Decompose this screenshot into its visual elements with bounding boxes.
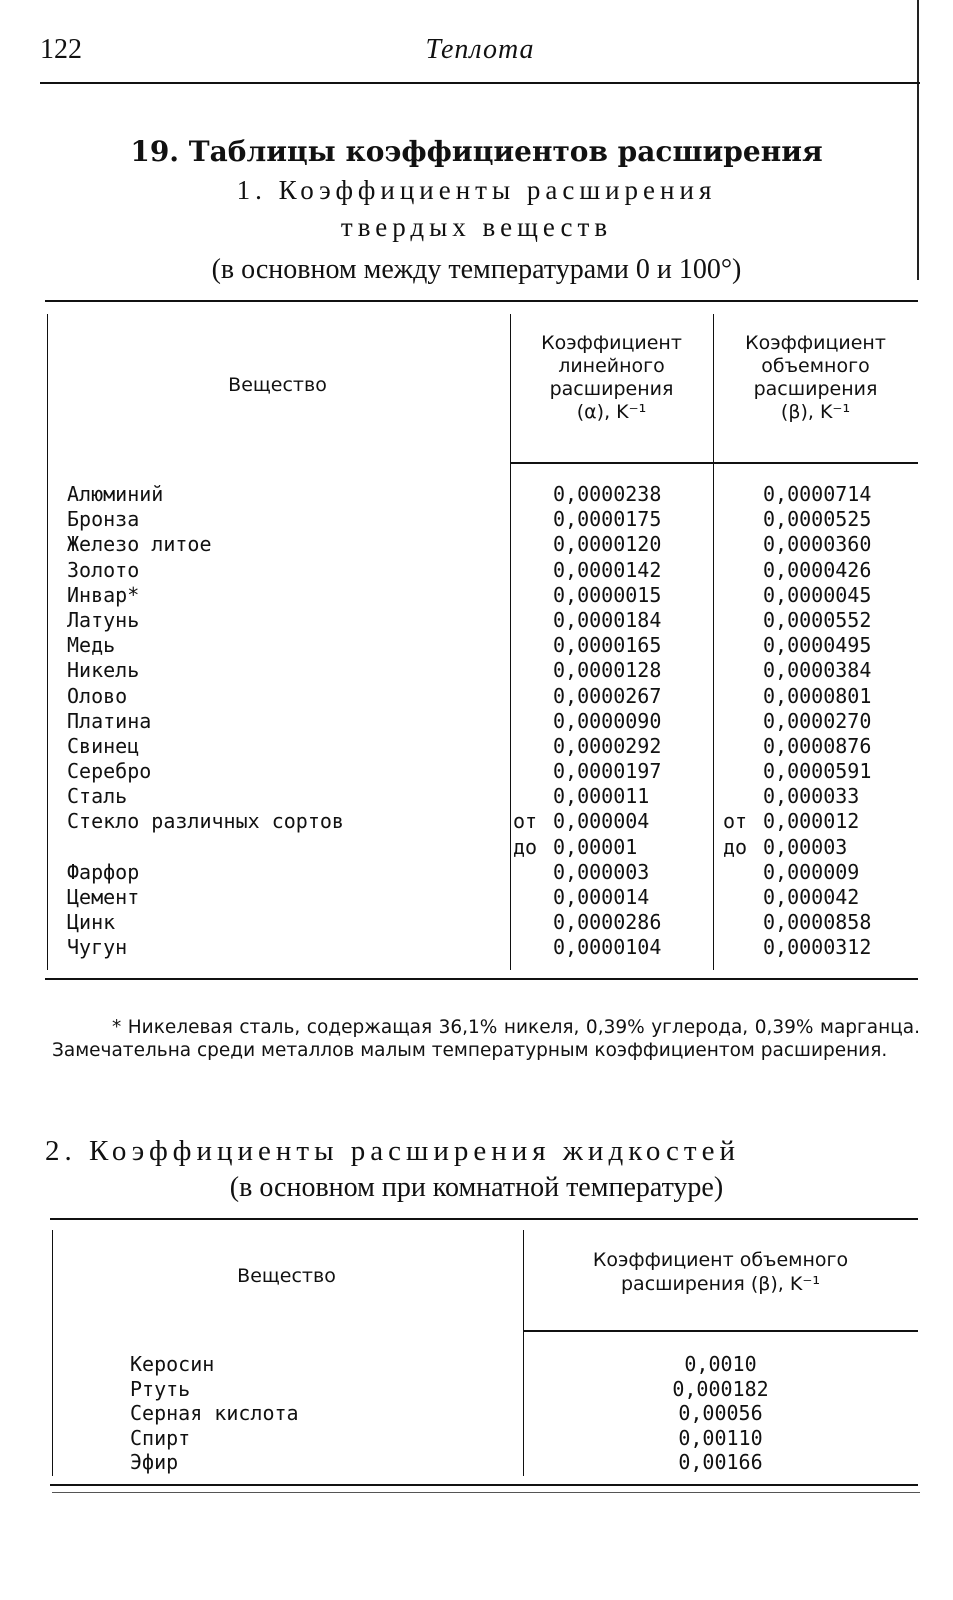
coefficient-value: 0,0000714 bbox=[763, 482, 872, 506]
volume-coefficient bbox=[723, 532, 923, 556]
coefficient-value: 0,0000495 bbox=[763, 633, 872, 658]
coefficient-value: 0,0000104 bbox=[553, 935, 662, 960]
table1-title-line3: (в основном между температурами 0 и 100°) bbox=[211, 254, 742, 285]
header-line: расширения bbox=[753, 378, 878, 400]
header-linear-coefficient bbox=[510, 332, 713, 424]
header-rule bbox=[40, 82, 920, 84]
coefficient-value: 0,0000801 bbox=[763, 683, 872, 708]
header-line: Коэффициент bbox=[541, 332, 682, 354]
substance-name: Платина bbox=[67, 708, 152, 733]
linear-coefficient bbox=[513, 835, 713, 859]
solids-table bbox=[45, 300, 918, 980]
substance-name: Эфир bbox=[130, 1450, 179, 1475]
coefficient-value: 0,0000120 bbox=[553, 532, 662, 557]
page-header bbox=[40, 34, 920, 86]
substance-name: Фарфор bbox=[67, 859, 140, 884]
linear-coefficient bbox=[513, 684, 713, 708]
linear-coefficient bbox=[513, 734, 713, 758]
range-prefix: от bbox=[513, 809, 538, 834]
table-row bbox=[45, 784, 918, 809]
linear-coefficient bbox=[513, 759, 713, 783]
coefficient-value: 0,0000525 bbox=[763, 507, 872, 532]
linear-coefficient bbox=[513, 809, 713, 833]
linear-coefficient bbox=[513, 633, 713, 657]
substance-name: Свинец bbox=[67, 733, 140, 758]
volume-coefficient bbox=[723, 734, 923, 758]
footnote-text: * Никелевая сталь, содержащая 36,1% никеля, 0,39% углерода, 0,39% марганца. Замечательна среди металлов малым температурным коэффициентом расширения. bbox=[52, 1017, 920, 1061]
liquids-table-body bbox=[50, 1352, 918, 1475]
volume-coefficient bbox=[723, 860, 923, 884]
coefficient-value: 0,0000267 bbox=[553, 683, 662, 708]
table-row bbox=[50, 1401, 918, 1426]
coefficient-value: 0,0000015 bbox=[553, 582, 662, 607]
substance-name: Никель bbox=[67, 658, 140, 683]
coefficient-value: 0,0000858 bbox=[763, 910, 872, 935]
solids-table-body bbox=[45, 482, 918, 961]
table-row bbox=[45, 684, 918, 709]
volume-coefficient bbox=[723, 658, 923, 682]
volume-coefficient: 0,000182 bbox=[672, 1376, 769, 1401]
table-row bbox=[45, 759, 918, 784]
coefficient-value: 0,000014 bbox=[553, 885, 650, 909]
coefficient-value: 0,000003 bbox=[553, 859, 650, 884]
range-prefix: от bbox=[723, 809, 748, 834]
coefficient-value: 0,0000238 bbox=[553, 482, 662, 506]
table-row bbox=[45, 885, 918, 910]
table2-title-line2: (в основном при комнатной температуре) bbox=[229, 1172, 724, 1203]
coefficient-value: 0,0000876 bbox=[763, 733, 872, 758]
substance-name: Керосин bbox=[130, 1352, 215, 1376]
linear-coefficient bbox=[513, 885, 713, 909]
table-row bbox=[45, 482, 918, 507]
coefficient-value: 0,0000142 bbox=[553, 557, 662, 582]
linear-coefficient bbox=[513, 658, 713, 682]
linear-coefficient bbox=[513, 482, 713, 506]
table-row bbox=[50, 1426, 918, 1451]
volume-coefficient bbox=[723, 558, 923, 582]
bottom-rule bbox=[52, 1492, 920, 1493]
section-title: 19. Таблицы коэффициентов расширения bbox=[130, 135, 823, 168]
volume-coefficient: 0,00166 bbox=[678, 1450, 763, 1475]
coefficient-value: 0,00003 bbox=[763, 834, 848, 859]
coefficient-value: 0,000012 bbox=[763, 809, 860, 834]
table-row bbox=[45, 910, 918, 935]
header-substance: Вещество bbox=[237, 1265, 336, 1287]
linear-coefficient bbox=[513, 910, 713, 934]
table-row bbox=[50, 1352, 918, 1377]
coefficient-value: 0,0000165 bbox=[553, 633, 662, 658]
range-prefix: до bbox=[723, 834, 748, 859]
coefficient-value: 0,0000360 bbox=[763, 532, 872, 557]
table-row bbox=[45, 734, 918, 759]
liquids-table bbox=[50, 1218, 918, 1486]
substance-name: Бронза bbox=[67, 507, 140, 532]
substance-name: Олово bbox=[67, 683, 128, 708]
footnote bbox=[52, 1016, 920, 1062]
volume-coefficient bbox=[723, 482, 923, 506]
linear-coefficient bbox=[513, 608, 713, 632]
coefficient-value: 0,0000175 bbox=[553, 507, 662, 532]
substance-name: Золото bbox=[67, 557, 140, 582]
header-line: расширения (β), K⁻¹ bbox=[620, 1273, 820, 1295]
header-line: расширения bbox=[549, 378, 674, 400]
volume-coefficient bbox=[723, 885, 923, 909]
header-line: линейного bbox=[558, 355, 665, 377]
coefficient-value: 0,0000591 bbox=[763, 759, 872, 784]
coefficient-value: 0,0000090 bbox=[553, 708, 662, 733]
page-number: 122 bbox=[40, 34, 82, 65]
linear-coefficient bbox=[513, 507, 713, 531]
linear-coefficient bbox=[513, 935, 713, 959]
table2-title-line1: 2. Коэффициенты расширения жидкостей bbox=[45, 1135, 740, 1167]
substance-name: Латунь bbox=[67, 607, 140, 632]
substance-name: Инвар* bbox=[67, 582, 140, 607]
header-line: (β), K⁻¹ bbox=[780, 401, 851, 423]
header-substance: Вещество bbox=[228, 374, 327, 396]
table1-title-line2: твердых веществ bbox=[340, 212, 613, 242]
volume-coefficient bbox=[723, 608, 923, 632]
volume-coefficient bbox=[723, 759, 923, 783]
substance-name: Алюминий bbox=[67, 482, 164, 506]
substance-name: Ртуть bbox=[130, 1376, 191, 1401]
substance-name: Железо литое bbox=[67, 532, 212, 557]
linear-coefficient bbox=[513, 784, 713, 808]
table-row bbox=[50, 1450, 918, 1475]
coefficient-value: 0,0000384 bbox=[763, 658, 872, 683]
volume-coefficient bbox=[723, 910, 923, 934]
table-row bbox=[45, 558, 918, 583]
coefficient-value: 0,000042 bbox=[763, 885, 860, 909]
substance-name: Серебро bbox=[67, 759, 152, 784]
table-row bbox=[45, 709, 918, 734]
volume-coefficient bbox=[723, 633, 923, 657]
linear-coefficient bbox=[513, 532, 713, 556]
table-row bbox=[45, 809, 918, 834]
volume-coefficient: 0,0010 bbox=[684, 1352, 757, 1376]
volume-coefficient bbox=[723, 784, 923, 808]
volume-coefficient bbox=[723, 507, 923, 531]
header-line: объемного bbox=[761, 355, 870, 377]
running-title: Теплота bbox=[425, 34, 535, 65]
table-row bbox=[45, 608, 918, 633]
coefficient-value: 0,0000426 bbox=[763, 557, 872, 582]
coefficient-value: 0,0000286 bbox=[553, 910, 662, 935]
coefficient-value: 0,00001 bbox=[553, 834, 638, 859]
volume-coefficient: 0,00110 bbox=[678, 1425, 763, 1450]
substance-name: Серная кислота bbox=[130, 1401, 299, 1426]
linear-coefficient bbox=[513, 558, 713, 582]
coefficient-value: 0,0000270 bbox=[763, 708, 872, 733]
volume-coefficient bbox=[723, 684, 923, 708]
table-row bbox=[45, 583, 918, 608]
table1-title-line1: 1. Коэффициенты расширения bbox=[236, 175, 717, 205]
header-rule bbox=[523, 1330, 918, 1332]
coefficient-value: 0,0000184 bbox=[553, 607, 662, 632]
linear-coefficient bbox=[513, 709, 713, 733]
table-row bbox=[50, 1377, 918, 1402]
table-row bbox=[45, 658, 918, 683]
coefficient-value: 0,0000312 bbox=[763, 935, 872, 960]
coefficient-value: 0,0000045 bbox=[763, 582, 872, 607]
table-row bbox=[45, 507, 918, 532]
substance-name: Стекло различных сортов bbox=[67, 809, 344, 834]
volume-coefficient bbox=[723, 583, 923, 607]
linear-coefficient bbox=[513, 860, 713, 884]
substance-name: Цемент bbox=[67, 885, 140, 909]
header-line: Коэффициент bbox=[745, 332, 886, 354]
header-line: (α), K⁻¹ bbox=[576, 401, 647, 423]
volume-coefficient bbox=[723, 835, 923, 859]
coefficient-value: 0,0000292 bbox=[553, 733, 662, 758]
header-line: Коэффициент объемного bbox=[592, 1249, 849, 1271]
coefficient-value: 0,000004 bbox=[553, 809, 650, 834]
linear-coefficient bbox=[513, 583, 713, 607]
volume-coefficient bbox=[723, 809, 923, 833]
table-row bbox=[45, 835, 918, 860]
substance-name: Медь bbox=[67, 633, 116, 658]
header-volume-coefficient bbox=[523, 1248, 918, 1296]
table-row bbox=[45, 935, 918, 960]
coefficient-value: 0,0000128 bbox=[553, 658, 662, 683]
substance-name: Сталь bbox=[67, 784, 128, 809]
substance-name: Цинк bbox=[67, 910, 116, 935]
substance-name: Чугун bbox=[67, 935, 128, 960]
range-prefix: до bbox=[513, 834, 538, 859]
coefficient-value: 0,0000552 bbox=[763, 607, 872, 632]
header-volume-coefficient bbox=[713, 332, 918, 424]
volume-coefficient bbox=[723, 935, 923, 959]
table-row bbox=[45, 532, 918, 557]
coefficient-value: 0,0000197 bbox=[553, 759, 662, 784]
volume-coefficient bbox=[723, 709, 923, 733]
table-row bbox=[45, 860, 918, 885]
coefficient-value: 0,000011 bbox=[553, 784, 650, 809]
header-rule bbox=[510, 462, 918, 464]
substance-name: Спирт bbox=[130, 1425, 191, 1450]
coefficient-value: 0,000033 bbox=[763, 784, 860, 809]
table-row bbox=[45, 633, 918, 658]
coefficient-value: 0,000009 bbox=[763, 859, 860, 884]
volume-coefficient: 0,00056 bbox=[678, 1401, 763, 1426]
